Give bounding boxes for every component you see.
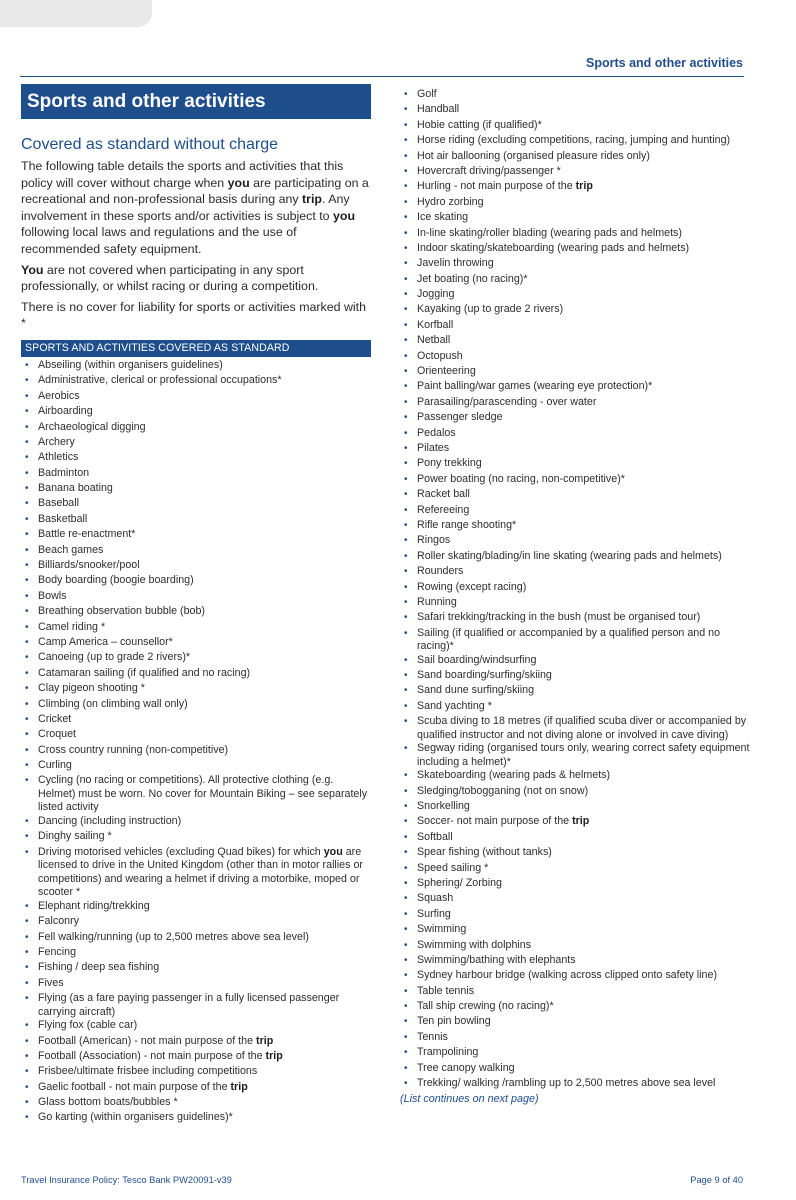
text-segment: Tennis bbox=[417, 1030, 448, 1043]
activity-item bbox=[21, 651, 371, 666]
text-segment: Fencing bbox=[38, 945, 77, 958]
activity-item bbox=[400, 1077, 750, 1092]
text-segment: Football (Association) - not main purpose of the bbox=[38, 1049, 266, 1062]
activity-item bbox=[21, 497, 371, 512]
text-segment: Racket ball bbox=[417, 488, 470, 501]
text-segment: Archaeological digging bbox=[38, 420, 146, 433]
activity-item bbox=[400, 257, 750, 272]
text-segment: Climbing (on climbing wall only) bbox=[38, 697, 188, 710]
text-segment: Parasailing/parascending - over water bbox=[417, 395, 597, 408]
text-segment: Trampolining bbox=[417, 1046, 479, 1059]
text-segment: Sand yachting * bbox=[417, 699, 492, 712]
text-segment: Hydro zorbing bbox=[417, 195, 484, 208]
activity-item bbox=[21, 636, 371, 651]
intro-paragraph bbox=[21, 158, 371, 258]
defined-term: trip bbox=[302, 192, 322, 207]
activity-item bbox=[400, 227, 750, 242]
text-segment: Korfball bbox=[417, 318, 454, 331]
footer-policy: Travel Insurance Policy: Tesco Bank PW20091-v39 bbox=[21, 1175, 232, 1185]
activity-item bbox=[400, 442, 750, 457]
activity-item bbox=[400, 769, 750, 784]
activity-item bbox=[21, 1065, 371, 1080]
activity-item bbox=[21, 559, 371, 574]
text-segment: Javelin throwing bbox=[417, 257, 494, 270]
text-segment: Beach games bbox=[38, 543, 104, 556]
defined-term: You bbox=[21, 262, 44, 277]
text-segment: Canoeing (up to grade 2 rivers)* bbox=[38, 651, 191, 664]
activity-item bbox=[21, 682, 371, 697]
activity-item bbox=[400, 119, 750, 134]
text-segment: Tree canopy walking bbox=[417, 1061, 515, 1074]
activity-item bbox=[400, 831, 750, 846]
text-segment: Running bbox=[417, 595, 457, 608]
activity-item bbox=[400, 581, 750, 596]
activity-item bbox=[21, 1081, 371, 1096]
activity-item bbox=[400, 350, 750, 365]
text-segment: Baseball bbox=[38, 497, 79, 510]
text-segment: Breathing observation bubble (bob) bbox=[38, 605, 205, 618]
text-segment: Swimming bbox=[417, 923, 467, 936]
text-segment: Airboarding bbox=[38, 405, 93, 418]
right-column bbox=[400, 86, 750, 1105]
text-segment: Kayaking (up to grade 2 rivers) bbox=[417, 303, 564, 316]
activity-item bbox=[400, 985, 750, 1000]
activity-item bbox=[400, 196, 750, 211]
text-segment: are licensed to drive in the United Kingdom (other than in motor rallies or competitions) and wearing a helmet if driving a motorbike, moped or scooter * bbox=[38, 845, 363, 899]
text-segment: Dancing (including instruction) bbox=[38, 814, 182, 827]
activity-item bbox=[21, 359, 371, 374]
text-segment: Ringos bbox=[417, 534, 451, 547]
activity-item bbox=[400, 334, 750, 349]
activity-item bbox=[21, 931, 371, 946]
text-segment: Hobie catting (if qualified)* bbox=[417, 118, 542, 131]
text-segment: Skateboarding (wearing pads & helmets) bbox=[417, 769, 611, 782]
text-segment: Administrative, clerical or professional occupations* bbox=[38, 374, 282, 387]
activities-list-right bbox=[400, 88, 750, 1092]
text-segment: Jet boating (no racing)* bbox=[417, 272, 528, 285]
text-segment: Archery bbox=[38, 435, 75, 448]
text-segment: Clay pigeon shooting * bbox=[38, 682, 145, 695]
activity-item bbox=[400, 1015, 750, 1030]
text-segment: Banana boating bbox=[38, 482, 113, 495]
activity-item bbox=[21, 451, 371, 466]
activity-item bbox=[21, 1096, 371, 1111]
activity-item bbox=[21, 1111, 371, 1126]
activity-item bbox=[400, 954, 750, 969]
text-segment: Speed sailing * bbox=[417, 861, 489, 874]
activity-item bbox=[21, 374, 371, 389]
text-segment: Netball bbox=[417, 334, 451, 347]
text-segment: Indoor skating/skateboarding (wearing pads and helmets) bbox=[417, 241, 690, 254]
defined-term: trip bbox=[572, 815, 590, 828]
text-segment: Fell walking/running (up to 2,500 metres above sea level) bbox=[38, 930, 309, 943]
activity-item bbox=[21, 846, 371, 900]
activity-item bbox=[400, 319, 750, 334]
text-segment: Frisbee/ultimate frisbee including competitions bbox=[38, 1065, 258, 1078]
activity-item bbox=[21, 961, 371, 976]
activity-item bbox=[400, 504, 750, 519]
header-divider bbox=[20, 76, 744, 77]
activity-item bbox=[21, 390, 371, 405]
activity-item bbox=[21, 544, 371, 559]
activity-item bbox=[400, 103, 750, 118]
text-segment: In-line skating/roller blading (wearing pads and helmets) bbox=[417, 226, 682, 239]
corner-tab bbox=[0, 0, 152, 27]
text-segment: Octopush bbox=[417, 349, 463, 362]
activity-item bbox=[400, 242, 750, 257]
activity-item bbox=[21, 1019, 371, 1034]
activity-item bbox=[400, 565, 750, 580]
activity-item bbox=[400, 1062, 750, 1077]
text-segment: Rounders bbox=[417, 565, 464, 578]
activities-list-left bbox=[21, 359, 371, 1127]
activity-item bbox=[400, 550, 750, 565]
text-segment: Surfing bbox=[417, 907, 451, 920]
text-segment: Dinghy sailing * bbox=[38, 830, 112, 843]
text-segment: Sydney harbour bridge (walking across clipped onto safety line) bbox=[417, 969, 718, 982]
activity-item bbox=[400, 180, 750, 195]
intro-paragraph bbox=[21, 262, 371, 295]
text-segment: Cricket bbox=[38, 712, 72, 725]
activity-item bbox=[400, 596, 750, 611]
activity-item bbox=[21, 759, 371, 774]
text-segment: Curling bbox=[38, 759, 72, 772]
text-segment: Bowls bbox=[38, 589, 67, 602]
text-segment: Rifle range shooting* bbox=[417, 518, 517, 531]
text-segment: Aerobics bbox=[38, 389, 80, 402]
text-segment: Croquet bbox=[38, 728, 77, 741]
activity-item bbox=[400, 785, 750, 800]
activity-item bbox=[21, 915, 371, 930]
activity-item bbox=[400, 457, 750, 472]
table-header: SPORTS AND ACTIVITIES COVERED AS STANDARD bbox=[21, 340, 371, 357]
activity-item bbox=[21, 574, 371, 589]
activity-item bbox=[21, 421, 371, 436]
activity-item bbox=[21, 815, 371, 830]
activity-item bbox=[21, 774, 371, 815]
text-segment: Squash bbox=[417, 892, 454, 905]
text-segment: Gaelic football - not main purpose of the bbox=[38, 1080, 231, 1093]
text-segment: Power boating (no racing, non-competitive)* bbox=[417, 472, 625, 485]
text-segment: Trekking/ walking /rambling up to 2,500 metres above sea level bbox=[417, 1077, 716, 1090]
text-segment: The following table details the sports and activities that this policy will cover without charge when bbox=[21, 159, 344, 190]
text-segment: Hovercraft driving/passenger * bbox=[417, 164, 561, 177]
text-segment: Catamaran sailing (if qualified and no racing) bbox=[38, 666, 251, 679]
activity-item bbox=[400, 488, 750, 503]
text-segment: Ice skating bbox=[417, 211, 469, 224]
left-column bbox=[21, 84, 371, 1127]
text-segment: Fives bbox=[38, 976, 64, 989]
activity-item bbox=[400, 396, 750, 411]
text-segment: Snorkelling bbox=[417, 800, 470, 813]
activity-item bbox=[21, 728, 371, 743]
running-header: Sports and other activities bbox=[586, 56, 743, 70]
activity-item bbox=[400, 877, 750, 892]
text-segment: Paint balling/war games (wearing eye protection)* bbox=[417, 380, 653, 393]
section-subtitle: Covered as standard without charge bbox=[21, 136, 279, 153]
activity-item bbox=[21, 513, 371, 528]
text-segment: Camp America – counsellor* bbox=[38, 635, 173, 648]
activity-item bbox=[400, 800, 750, 815]
intro-paragraph bbox=[21, 299, 371, 332]
text-segment: Hot air ballooning (organised pleasure rides only) bbox=[417, 149, 650, 162]
activity-item bbox=[400, 150, 750, 165]
activity-item bbox=[21, 713, 371, 728]
text-segment: Passenger sledge bbox=[417, 411, 503, 424]
activity-item bbox=[400, 939, 750, 954]
activity-item bbox=[400, 923, 750, 938]
text-segment: Rowing (except racing) bbox=[417, 580, 527, 593]
activity-item bbox=[21, 698, 371, 713]
activity-item bbox=[400, 519, 750, 534]
activity-item bbox=[400, 1046, 750, 1061]
text-segment: Sledging/tobogganing (not on snow) bbox=[417, 784, 589, 797]
text-segment: Soccer- not main purpose of the bbox=[417, 815, 573, 828]
activity-item bbox=[400, 1000, 750, 1015]
activity-item bbox=[400, 427, 750, 442]
activity-item bbox=[21, 590, 371, 605]
activity-item bbox=[400, 742, 750, 769]
text-segment: Battle re-enactment* bbox=[38, 528, 136, 541]
intro-text bbox=[21, 158, 371, 332]
defined-term: trip bbox=[230, 1080, 248, 1093]
defined-term: trip bbox=[265, 1049, 283, 1062]
activity-item bbox=[400, 969, 750, 984]
text-segment: Basketball bbox=[38, 512, 88, 525]
text-segment: Flying fox (cable car) bbox=[38, 1019, 138, 1032]
text-segment: Safari trekking/tracking in the bush (must be organised tour) bbox=[417, 611, 701, 624]
text-segment: . Any involvement in these sports and/or activities is subject to bbox=[21, 192, 350, 223]
activity-item bbox=[400, 862, 750, 877]
text-segment: Football (American) - not main purpose of the bbox=[38, 1034, 257, 1047]
text-segment: Hurling - not main purpose of the bbox=[417, 180, 576, 193]
text-segment: Fishing / deep sea fishing bbox=[38, 961, 160, 974]
defined-term: you bbox=[332, 208, 356, 223]
defined-term: trip bbox=[256, 1034, 274, 1047]
footer-page-number: Page 9 of 40 bbox=[690, 1175, 743, 1185]
activity-item bbox=[400, 88, 750, 103]
text-segment: Billiards/snooker/pool bbox=[38, 559, 140, 572]
text-segment: Driving motorised vehicles (excluding Quad bikes) for which bbox=[38, 845, 324, 858]
text-segment: Pilates bbox=[417, 441, 450, 454]
activity-item bbox=[400, 303, 750, 318]
text-segment: Cycling (no racing or competitions). All protective clothing (e.g. Helmet) must be worn. No cover for Mountain Biking – see separately listed activity bbox=[38, 774, 368, 814]
activity-item bbox=[21, 1050, 371, 1065]
activity-item bbox=[21, 830, 371, 845]
activity-item bbox=[21, 946, 371, 961]
defined-term: you bbox=[323, 845, 343, 858]
text-segment: Pony trekking bbox=[417, 457, 482, 470]
text-segment: Spear fishing (without tanks) bbox=[417, 846, 552, 859]
activity-item bbox=[400, 365, 750, 380]
text-segment: Body boarding (boogie boarding) bbox=[38, 574, 194, 587]
text-segment: Glass bottom boats/bubbles * bbox=[38, 1096, 178, 1109]
activity-item bbox=[400, 684, 750, 699]
activity-item bbox=[400, 473, 750, 488]
text-segment: Handball bbox=[417, 103, 460, 116]
text-segment: Sail boarding/windsurfing bbox=[417, 653, 537, 666]
text-segment: Badminton bbox=[38, 466, 90, 479]
activity-item bbox=[400, 288, 750, 303]
activity-item bbox=[21, 482, 371, 497]
activity-item bbox=[400, 134, 750, 149]
text-segment: Segway riding (organised tours only, wearing correct safety equipment including a helmet)* bbox=[417, 742, 750, 768]
text-segment: Golf bbox=[417, 88, 437, 100]
activity-item bbox=[21, 1035, 371, 1050]
text-segment: Abseiling (within organisers guidelines) bbox=[38, 358, 223, 371]
activity-item bbox=[400, 1031, 750, 1046]
text-segment: Elephant riding/trekking bbox=[38, 899, 150, 912]
text-segment: Scuba diving to 18 metres (if qualified scuba diver or accompanied by qualified instructor and not diving alone or involved in cave diving) bbox=[417, 715, 747, 741]
activity-item bbox=[400, 700, 750, 715]
text-segment: are not covered when participating in any sport professionally, or whilst racing or during a competition. bbox=[21, 262, 319, 294]
text-segment: Sand dune surfing/skiing bbox=[417, 684, 535, 697]
text-segment: There is no cover for liability for sports or activities marked with * bbox=[21, 299, 366, 331]
text-segment: Cross country running (non-competitive) bbox=[38, 743, 229, 756]
activity-item bbox=[21, 977, 371, 992]
activity-item bbox=[400, 654, 750, 669]
activity-item bbox=[400, 908, 750, 923]
text-segment: Horse riding (excluding competitions, racing, jumping and hunting) bbox=[417, 134, 731, 147]
text-segment: following local laws and regulations and the use of recommended safety equipment. bbox=[21, 225, 297, 256]
activity-item bbox=[21, 621, 371, 636]
text-segment: Go karting (within organisers guidelines)* bbox=[38, 1111, 233, 1124]
activity-item bbox=[400, 380, 750, 395]
activity-item bbox=[21, 528, 371, 543]
text-segment: Sailing (if qualified or accompanied by a qualified person and no racing)* bbox=[417, 626, 721, 653]
text-segment: Flying (as a fare paying passenger in a fully licensed passenger carrying aircraft) bbox=[38, 992, 340, 1018]
activity-item bbox=[21, 467, 371, 482]
defined-term: you bbox=[227, 175, 250, 190]
text-segment: Swimming with dolphins bbox=[417, 938, 532, 951]
activity-item bbox=[400, 611, 750, 626]
text-segment: Tall ship crewing (no racing)* bbox=[417, 1000, 554, 1013]
activity-item bbox=[400, 273, 750, 288]
continues-note: (List continues on next page) bbox=[400, 1093, 539, 1106]
activity-item bbox=[400, 815, 750, 830]
text-segment: Sand boarding/surfing/skiing bbox=[417, 669, 552, 682]
text-segment: Swimming/bathing with elephants bbox=[417, 953, 576, 966]
text-segment: Orienteering bbox=[417, 365, 476, 378]
activity-item bbox=[21, 605, 371, 620]
activity-item bbox=[21, 900, 371, 915]
activity-item bbox=[400, 165, 750, 180]
activity-item bbox=[400, 892, 750, 907]
activity-item bbox=[400, 627, 750, 654]
defined-term: trip bbox=[575, 180, 593, 193]
activity-item bbox=[21, 667, 371, 682]
page-title: Sports and other activities bbox=[21, 84, 371, 119]
activity-item bbox=[400, 715, 750, 742]
text-segment: Camel riding * bbox=[38, 620, 106, 633]
text-segment: Softball bbox=[417, 830, 453, 843]
activity-item bbox=[400, 846, 750, 861]
text-segment: Roller skating/blading/in line skating (wearing pads and helmets) bbox=[417, 549, 722, 562]
text-segment: Falconry bbox=[38, 915, 79, 928]
activity-item bbox=[21, 405, 371, 420]
text-segment: Sphering/ Zorbing bbox=[417, 876, 502, 889]
text-segment: Athletics bbox=[38, 451, 79, 464]
activity-item bbox=[400, 211, 750, 226]
activity-item bbox=[21, 992, 371, 1019]
text-segment: Refereeing bbox=[417, 503, 470, 516]
activity-item bbox=[21, 744, 371, 759]
activity-item bbox=[400, 411, 750, 426]
text-segment: Pedalos bbox=[417, 426, 456, 439]
text-segment: Jogging bbox=[417, 288, 455, 301]
text-segment: Table tennis bbox=[417, 984, 475, 997]
text-segment: are participating on a recreational and non-professional basis during any bbox=[21, 175, 369, 207]
activity-item bbox=[400, 669, 750, 684]
activity-item bbox=[21, 436, 371, 451]
text-segment: Ten pin bowling bbox=[417, 1015, 491, 1028]
activity-item bbox=[400, 534, 750, 549]
